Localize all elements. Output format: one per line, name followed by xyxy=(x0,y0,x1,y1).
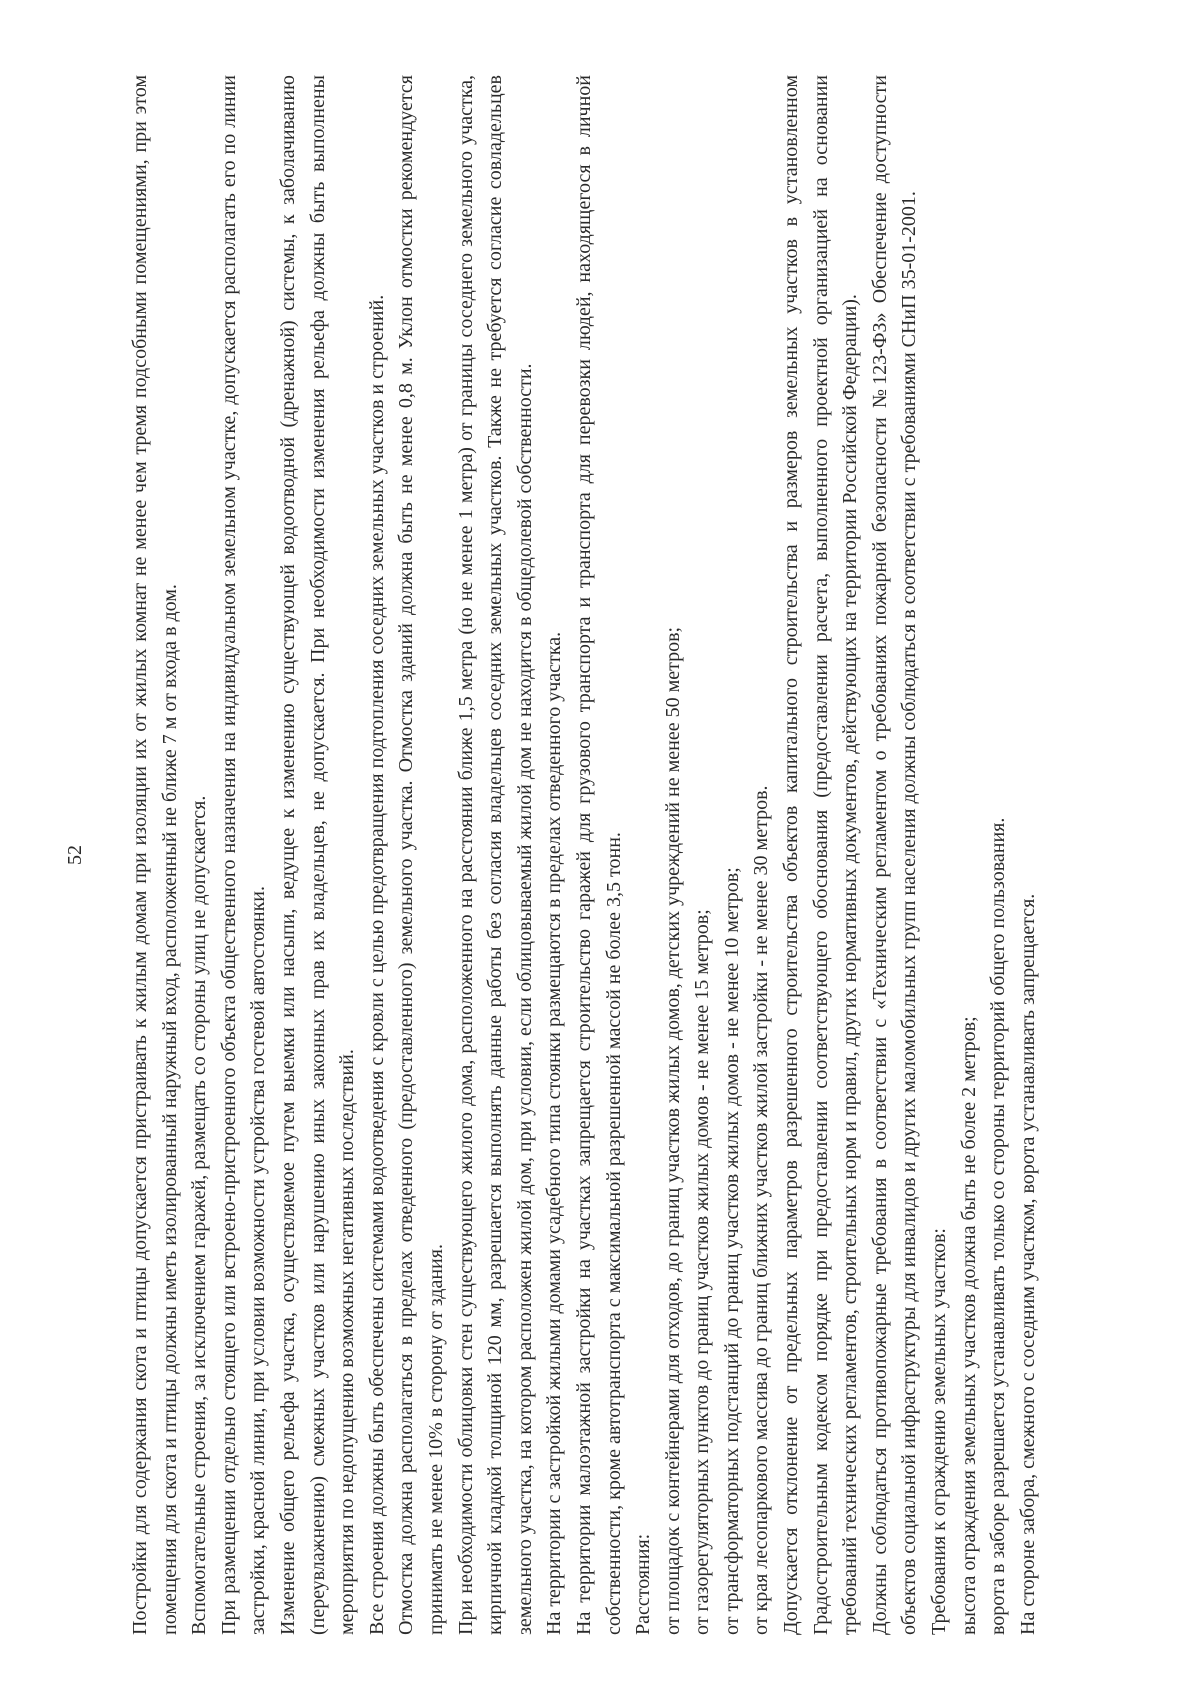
paragraph-relief-change: Изменение общего рельефа участка, осуществляемое путем выемки или насыпи, ведущее к изменению существующей водоотводной (дренажной) системы, к заболачиванию (переувлажнению) смежных участков или нарушению иных законных прав их владельцев, не допускается. При необходимости изменения рельефа должны быть выполнены мероприятия по недопущению возможных негативных последствий. xyxy=(276,75,359,1635)
paragraph-distance-waste: от площадок с контейнерами для отходов, до границ участков жилых домов, детских учреждений не менее 50 метров; xyxy=(661,626,684,1635)
rotated-page-content xyxy=(60,75,1070,1635)
paragraph-fence-heading: Требования к ограждению земельных участков: xyxy=(928,1228,951,1635)
paragraph-distance-transformer: от трансформаторных подстанций до границ участков жилых домов - не менее 10 метров; xyxy=(720,867,743,1635)
paragraph-blind-area: Отмостка должна располагаться в пределах отведенного (предоставленного) земельного участка. Отмостка зданий должна быть не менее 0,8 м. Уклон отмостки рекомендуется принимать не менее 10% в сторону от здания. xyxy=(395,75,447,1635)
paragraph-gates-neighbor: На стороне забора, смежного с соседним участком, ворота устанавливать запрещается. xyxy=(1016,893,1039,1635)
paragraph-public-object-placement: При размещении отдельно стоящего или встроено-пристроенного объекта общественного назначения на индивидуальном земельном участке, допускается располагать его по линии застройки, красной линии, при условии возможности устройства гостевой автостоянки. xyxy=(217,75,270,1635)
paragraph-roof-drainage: Все строения должны быть обеспечены системами водоотведения с кровли с целью предотвращения подтопления соседних земельных участков и строений. xyxy=(365,294,388,1635)
text-body xyxy=(126,75,1043,1635)
paragraph-distances-heading: Расстояния: xyxy=(632,1533,655,1635)
page-number: 52 xyxy=(64,845,86,865)
paragraph-auxiliary-buildings: Вспомогательные строения, за исключением гаражей, размещать со стороны улиц не допускается. xyxy=(188,795,211,1635)
paragraph-wall-cladding: При необходимости облицовки стен существующего жилого дома, расположенного на расстоянии ближе 1,5 метра (но не менее 1 метра) от границы соседнего земельного участка, кирпичной кладкой толщиной 120 мм, разрешается выполнять данные работы без согласия владельцев соседних земельных участков. Также не требуется согласие совладельцев земельного участка, на котором расположен жилой дом, при условии, если облицовываемый жилой дом не находится в общедолевой собственности. xyxy=(454,75,536,1635)
paragraph-fire-safety: Должны соблюдаться противопожарные требования в соответствии с «Техническим регламентом о требованиях пожарной безопасности №123-ФЗ» Обеспечение доступности объектов социальной инфраструктуры для инвалидов и других маломобильных групп населения должны соблюдаться в соответствии с требованиями СНиП 35-01-2001. xyxy=(868,75,921,1635)
paragraph-parking: На территории с застройкой жилыми домами усадебного типа стоянки размещаются в пределах отведенного участка. xyxy=(543,631,566,1635)
paragraph-distance-gas: от газорегуляторных пунктов до границ участков жилых домов - не менее 15 метров; xyxy=(691,909,714,1635)
paragraph-livestock-buildings: Постройки для содержания скота и птицы допускается пристраивать к жилым домам при изоляции их от жилых комнат не менее чем тремя подсобными помещениями, при этом помещения для скота и птицы должны иметь изолированный наружный вход, расположенный не ближе 7 м от входа в дом. xyxy=(129,75,181,1635)
paragraph-distance-forest: от края лесопаркового массива до границ ближних участков жилой застройки - не менее 30 метров. xyxy=(750,785,773,1635)
paragraph-garages: На территории малоэтажной застройки на участках запрещается строительство гаражей для грузового транспорта и транспорта для перевозки людей, находящегося в личной собственности, кроме автотранспорта с максимальной разрешенной массой не более 3,5 тонн. xyxy=(572,75,625,1635)
paragraph-deviation: Допускается отклонение от предельных параметров разрешенного строительства объектов капитального строительства и размеров земельных участков в установленном Градостроительным кодексом порядке при предоставлении соответствующего обоснования (предоставлении расчета, выполненного проектной организацией на основании требований технических регламентов, строительных норм и правил, других нормативных документов, действующих на территории Российской Федерации). xyxy=(780,75,862,1635)
paragraph-fence-height: высота ограждения земельных участков должна быть не более 2 метров; xyxy=(957,1016,980,1635)
paragraph-gates-public: ворота в заборе разрешается устанавливать только со стороны территорий общего пользования. xyxy=(987,817,1010,1635)
